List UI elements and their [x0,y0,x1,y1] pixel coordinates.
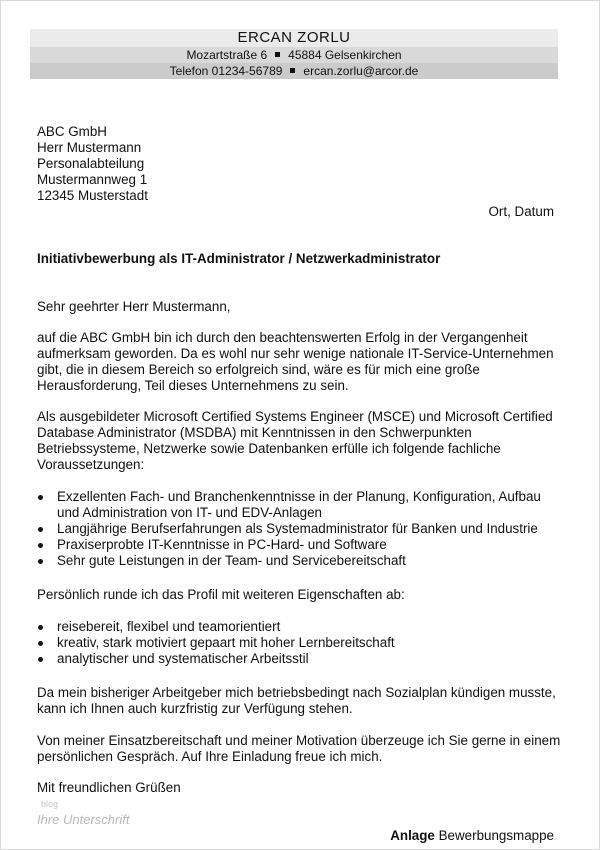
watermark: blog [41,799,59,809]
list-item: Praxiserprobte IT-Kenntnisse in PC-Hard- und Software [37,537,562,553]
salutation: Sehr geehrter Herr Mustermann, [37,299,231,314]
list-item: kreativ, stark motiviert gepaart mit hoher Lernbereitschaft [37,635,562,651]
place-date: Ort, Datum [488,204,554,219]
recipient-line: Personalabteilung [37,156,145,171]
sender-street: Mozartstraße 6 [186,48,268,62]
list-item: Sehr gute Leistungen in der Team- und Servicebereitschaft [37,553,562,569]
paragraph-traits: Persönlich runde ich das Profil mit weiteren Eigenschaften ab: [37,587,405,602]
traits-list [37,619,562,667]
sender-address [30,47,558,63]
list-item: Exzellenten Fach- und Branchenkenntnisse in der Planung, Konfiguration, Aufbau und Administration von IT- und EDV-Anlagen [37,489,562,521]
list-item: analytischer und systematischer Arbeitsstil [37,651,562,667]
recipient-line: Herr Mustermann [37,140,142,155]
recipient-line: ABC GmbH [37,124,107,139]
subject-line: Initiativbewerbung als IT-Administrator / Netzwerkadministrator [37,251,441,266]
recipient-address [37,124,562,204]
sender-city: 45884 Gelsenkirchen [288,48,402,62]
sender-phone: Telefon 01234-56789 [169,64,283,78]
qualifications-list [37,489,562,569]
recipient-line: Mustermannweg 1 [37,172,148,187]
sender-contact [30,63,558,79]
enclosure-label: Anlage [390,828,435,843]
letterhead [30,29,558,79]
signature: Ihre Unterschrift [37,812,130,827]
paragraph-motivation: Von meiner Einsatzbereitschaft und meiner Motivation überzeuge ich Sie gerne in einem persönlichen Gespräch. Auf Ihre Einladung freue ich mich. [37,733,561,764]
square-bullet-icon [290,68,295,73]
paragraph-qualifications: Als ausgebildeter Microsoft Certified Systems Engineer (MSCE) und Microsoft Certified Database Administrator (MSDBA) mit Kenntnissen in den Schwerpunkten Betriebssysteme, Netzwerke sowie Datenbanken erfülle ich folgende fachliche Voraussetzungen: [37,409,553,472]
sender-email: ercan.zorlu@arcor.de [303,64,419,78]
recipient-line: 12345 Musterstadt [37,188,148,203]
enclosure [390,828,554,843]
enclosure-text: Bewerbungsmappe [438,828,554,843]
closing: Mit freundlichen Grüßen [37,780,181,795]
list-item: Langjährige Berufserfahrungen als Systemadministrator für Banken und Industrie [37,521,562,537]
paragraph-intro: auf die ABC GmbH bin ich durch den beachtenswerten Erfolg in der Vergangenheit aufmerksam geworden. Da es wohl nur sehr wenige nationale IT-Service-Unternehmen gibt, die in diesem Bereich so erfolgreich sind, wäre es für mich eine große Herausforderung, Teil dieses Unternehmens zu sein. [37,330,554,393]
paragraph-availability: Da mein bisheriger Arbeitgeber mich betriebsbedingt nach Sozialplan kündigen musste, kann ich Ihnen auch kurzfristig zur Verfügung stehen. [37,685,556,716]
list-item: reisebereit, flexibel und teamorientiert [37,619,562,635]
sender-name: ERCAN ZORLU [30,29,558,47]
square-bullet-icon [275,52,280,57]
